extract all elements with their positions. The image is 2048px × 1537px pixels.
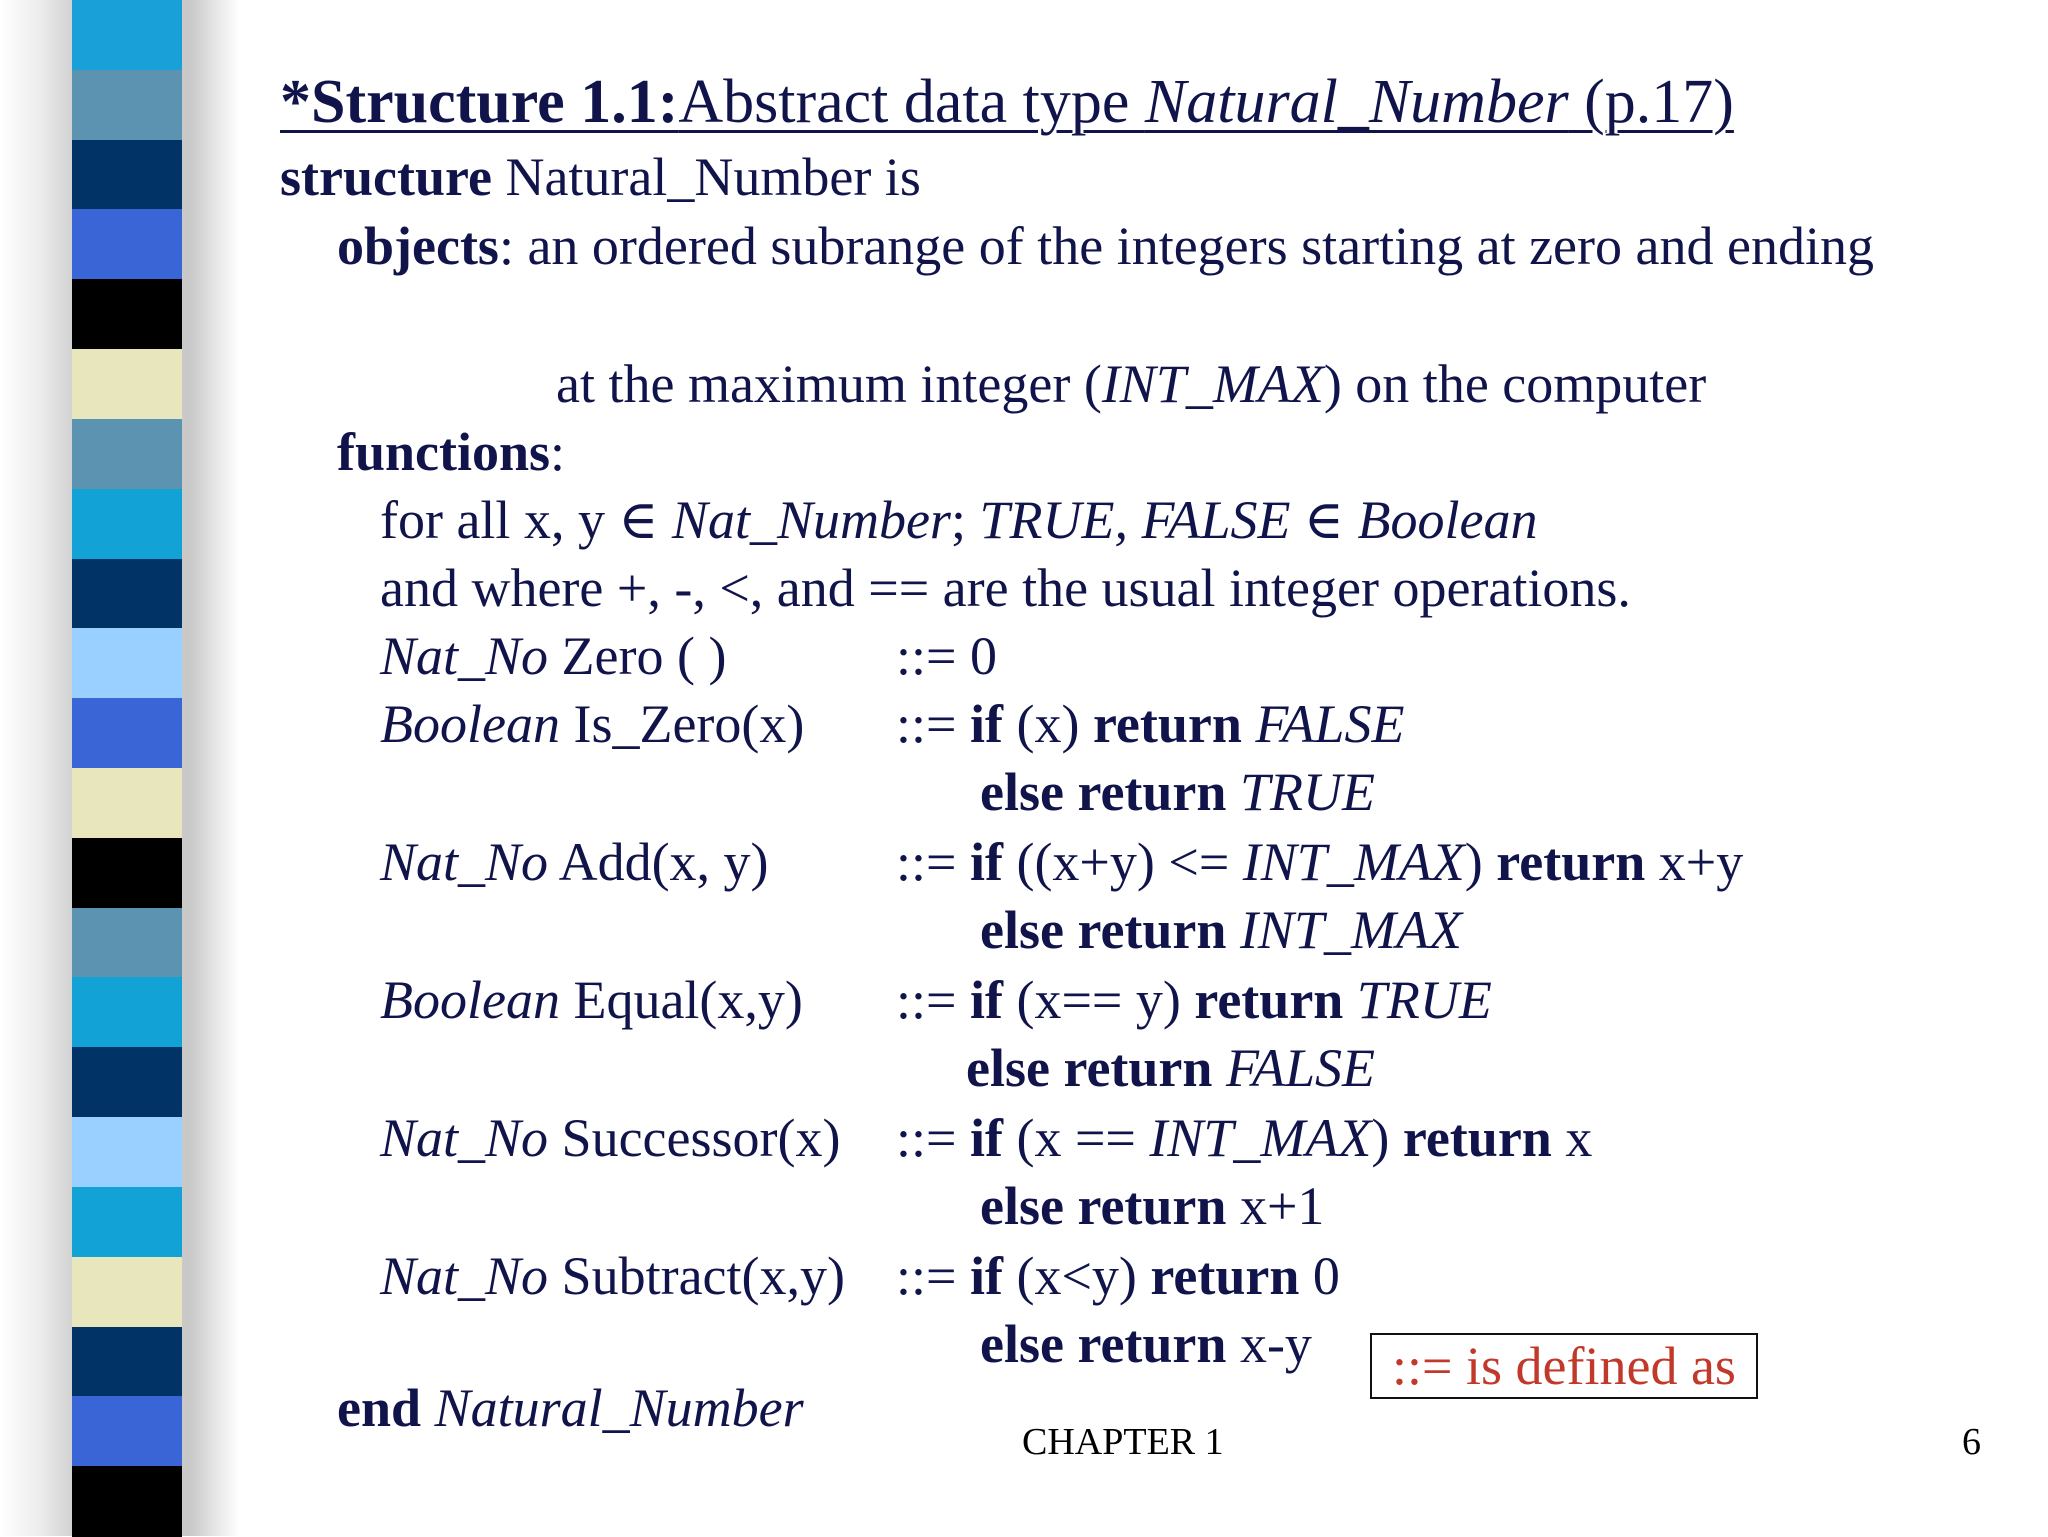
stripe-segment [72, 1187, 182, 1258]
else-part: else return [980, 762, 1227, 822]
function-name: Add(x, y) [548, 832, 769, 892]
else-part: x-y [1226, 1314, 1312, 1374]
function-definition [896, 832, 1743, 892]
else-part: FALSE [1212, 1038, 1375, 1098]
stripe-segment [72, 838, 182, 909]
stripe-segment [72, 977, 182, 1048]
function-name: Is_Zero(x) [559, 694, 805, 754]
function-else-branch [980, 1176, 1324, 1236]
definition-part: ::= [896, 832, 970, 892]
forall-in: ∈ [1290, 490, 1358, 550]
function-signature [380, 626, 726, 686]
title-page-ref: (p.17) [1568, 68, 1734, 136]
definition-part: x+y [1645, 832, 1744, 892]
definition-part: if [969, 1108, 1003, 1168]
else-part: else return [980, 1176, 1227, 1236]
function-name: Equal(x,y) [559, 970, 803, 1030]
function-signature [380, 694, 804, 754]
stripe-segment [72, 908, 182, 979]
forall-line [380, 490, 1537, 550]
stripe-segment [72, 1257, 182, 1328]
stripe-segment [72, 1117, 182, 1188]
function-signature [380, 970, 803, 1030]
function-else-branch [980, 900, 1462, 960]
functions-keyword: functions [337, 422, 551, 482]
stripe-segment [72, 628, 182, 699]
function-name: Successor(x) [548, 1108, 841, 1168]
function-name: Subtract(x,y) [548, 1246, 845, 1306]
function-name: Zero ( ) [548, 626, 727, 686]
definition-part: if [969, 970, 1003, 1030]
definition-part: return [1496, 832, 1646, 892]
forall-true-false: TRUE, FALSE [979, 490, 1291, 550]
stripe-segment [72, 1396, 182, 1467]
stripe-segment [72, 698, 182, 769]
stripe-segment [72, 419, 182, 490]
definition-part: return [1092, 694, 1242, 754]
else-part: else return [980, 1314, 1227, 1374]
definition-part: ((x+y) <= [1002, 832, 1243, 892]
function-signature [380, 1246, 845, 1306]
objects-cont-post: ) on the computer [1323, 354, 1707, 414]
definition-part: ) [1464, 832, 1497, 892]
definition-part: (x== y) [1002, 970, 1195, 1030]
function-definition [896, 694, 1404, 754]
objects-continuation-line [556, 354, 1706, 414]
function-definition [896, 1108, 1592, 1168]
definition-part: INT_MAX [1149, 1108, 1372, 1168]
end-name: Natural_Number [421, 1378, 804, 1438]
definition-part: x [1551, 1108, 1593, 1168]
definition-part: TRUE [1343, 970, 1492, 1030]
definition-part: ::= 0 [896, 626, 997, 686]
definition-part: return [1150, 1246, 1300, 1306]
function-return-type: Nat_No [380, 1108, 549, 1168]
definition-part: ) [1371, 1108, 1403, 1168]
definition-part: ::= [896, 694, 970, 754]
function-return-type: Boolean [380, 970, 560, 1030]
forall-nat-number: Nat_Number [671, 490, 951, 550]
function-else-branch [980, 1314, 1312, 1374]
definition-part: if [969, 694, 1003, 754]
definition-part: if [969, 832, 1003, 892]
else-part: INT_MAX [1226, 900, 1462, 960]
stripe-segment [72, 768, 182, 839]
function-return-type: Nat_No [380, 832, 549, 892]
else-part: TRUE [1226, 762, 1375, 822]
function-definition [896, 626, 997, 686]
functions-colon: : [550, 422, 566, 482]
definition-part: (x) [1002, 694, 1093, 754]
stripe-segment [72, 559, 182, 630]
stripe-segment [72, 70, 182, 141]
definition-part: FALSE [1241, 694, 1405, 754]
stripe-segment [72, 279, 182, 350]
definition-part: ::= [896, 1246, 970, 1306]
title-text: Abstract data type [678, 68, 1145, 136]
functions-line [337, 422, 565, 482]
end-line [337, 1378, 804, 1438]
objects-line [337, 216, 1874, 276]
forall-boolean: Boolean [1357, 490, 1538, 550]
stripe-segment [72, 140, 182, 211]
function-return-type: Boolean [380, 694, 560, 754]
definition-part: return [1402, 1108, 1552, 1168]
function-signature [380, 1108, 840, 1168]
stripe-segment [72, 1466, 182, 1537]
footer-chapter: CHAPTER 1 [1022, 1421, 1224, 1463]
function-signature [380, 832, 769, 892]
function-definition [896, 970, 1492, 1030]
function-else-branch [966, 1038, 1375, 1098]
objects-keyword: objects [337, 216, 499, 276]
title-adt-name: Natural_Number [1144, 68, 1569, 136]
objects-int-max: INT_MAX [1101, 354, 1324, 414]
stripe-segment [72, 1327, 182, 1398]
structure-keyword: structure [280, 147, 492, 207]
stripe-segment [72, 1047, 182, 1118]
end-keyword: end [337, 1378, 422, 1438]
else-part: else return [966, 1038, 1213, 1098]
title-prefix: *Structure 1.1: [280, 68, 679, 136]
definition-part: (x<y) [1002, 1246, 1151, 1306]
slide-title [280, 68, 1734, 136]
definition-part: (x == [1002, 1108, 1150, 1168]
objects-text: : an ordered subrange of the integers starting at zero and ending [498, 216, 1874, 276]
decorative-stripe-column [72, 0, 182, 1536]
function-definition [896, 1246, 1340, 1306]
definition-part: return [1194, 970, 1344, 1030]
stripe-segment [72, 349, 182, 420]
definition-part: ::= [896, 1108, 970, 1168]
structure-name: Natural_Number is [491, 147, 921, 207]
definition-note-box: ::= is defined as [1370, 1333, 1758, 1399]
objects-cont-pre: at the maximum integer ( [556, 354, 1102, 414]
function-return-type: Nat_No [380, 626, 549, 686]
footer-page-number: 6 [1962, 1421, 1981, 1463]
else-part: x+1 [1226, 1176, 1325, 1236]
definition-part: INT_MAX [1242, 832, 1465, 892]
else-part: else return [980, 900, 1227, 960]
function-return-type: Nat_No [380, 1246, 549, 1306]
stripe-segment [72, 489, 182, 560]
definition-part: if [969, 1246, 1003, 1306]
where-line [380, 558, 1631, 618]
stripe-segment [72, 209, 182, 280]
where-text: and where +, -, <, and == are the usual integer operations. [380, 558, 1631, 618]
definition-part: ::= [896, 970, 970, 1030]
function-else-branch [980, 762, 1375, 822]
forall-mid: ; [950, 490, 980, 550]
definition-part: 0 [1299, 1246, 1340, 1306]
forall-pre: for all x, y ∈ [380, 490, 672, 550]
stripe-segment [72, 0, 182, 71]
structure-header-line [280, 147, 921, 207]
